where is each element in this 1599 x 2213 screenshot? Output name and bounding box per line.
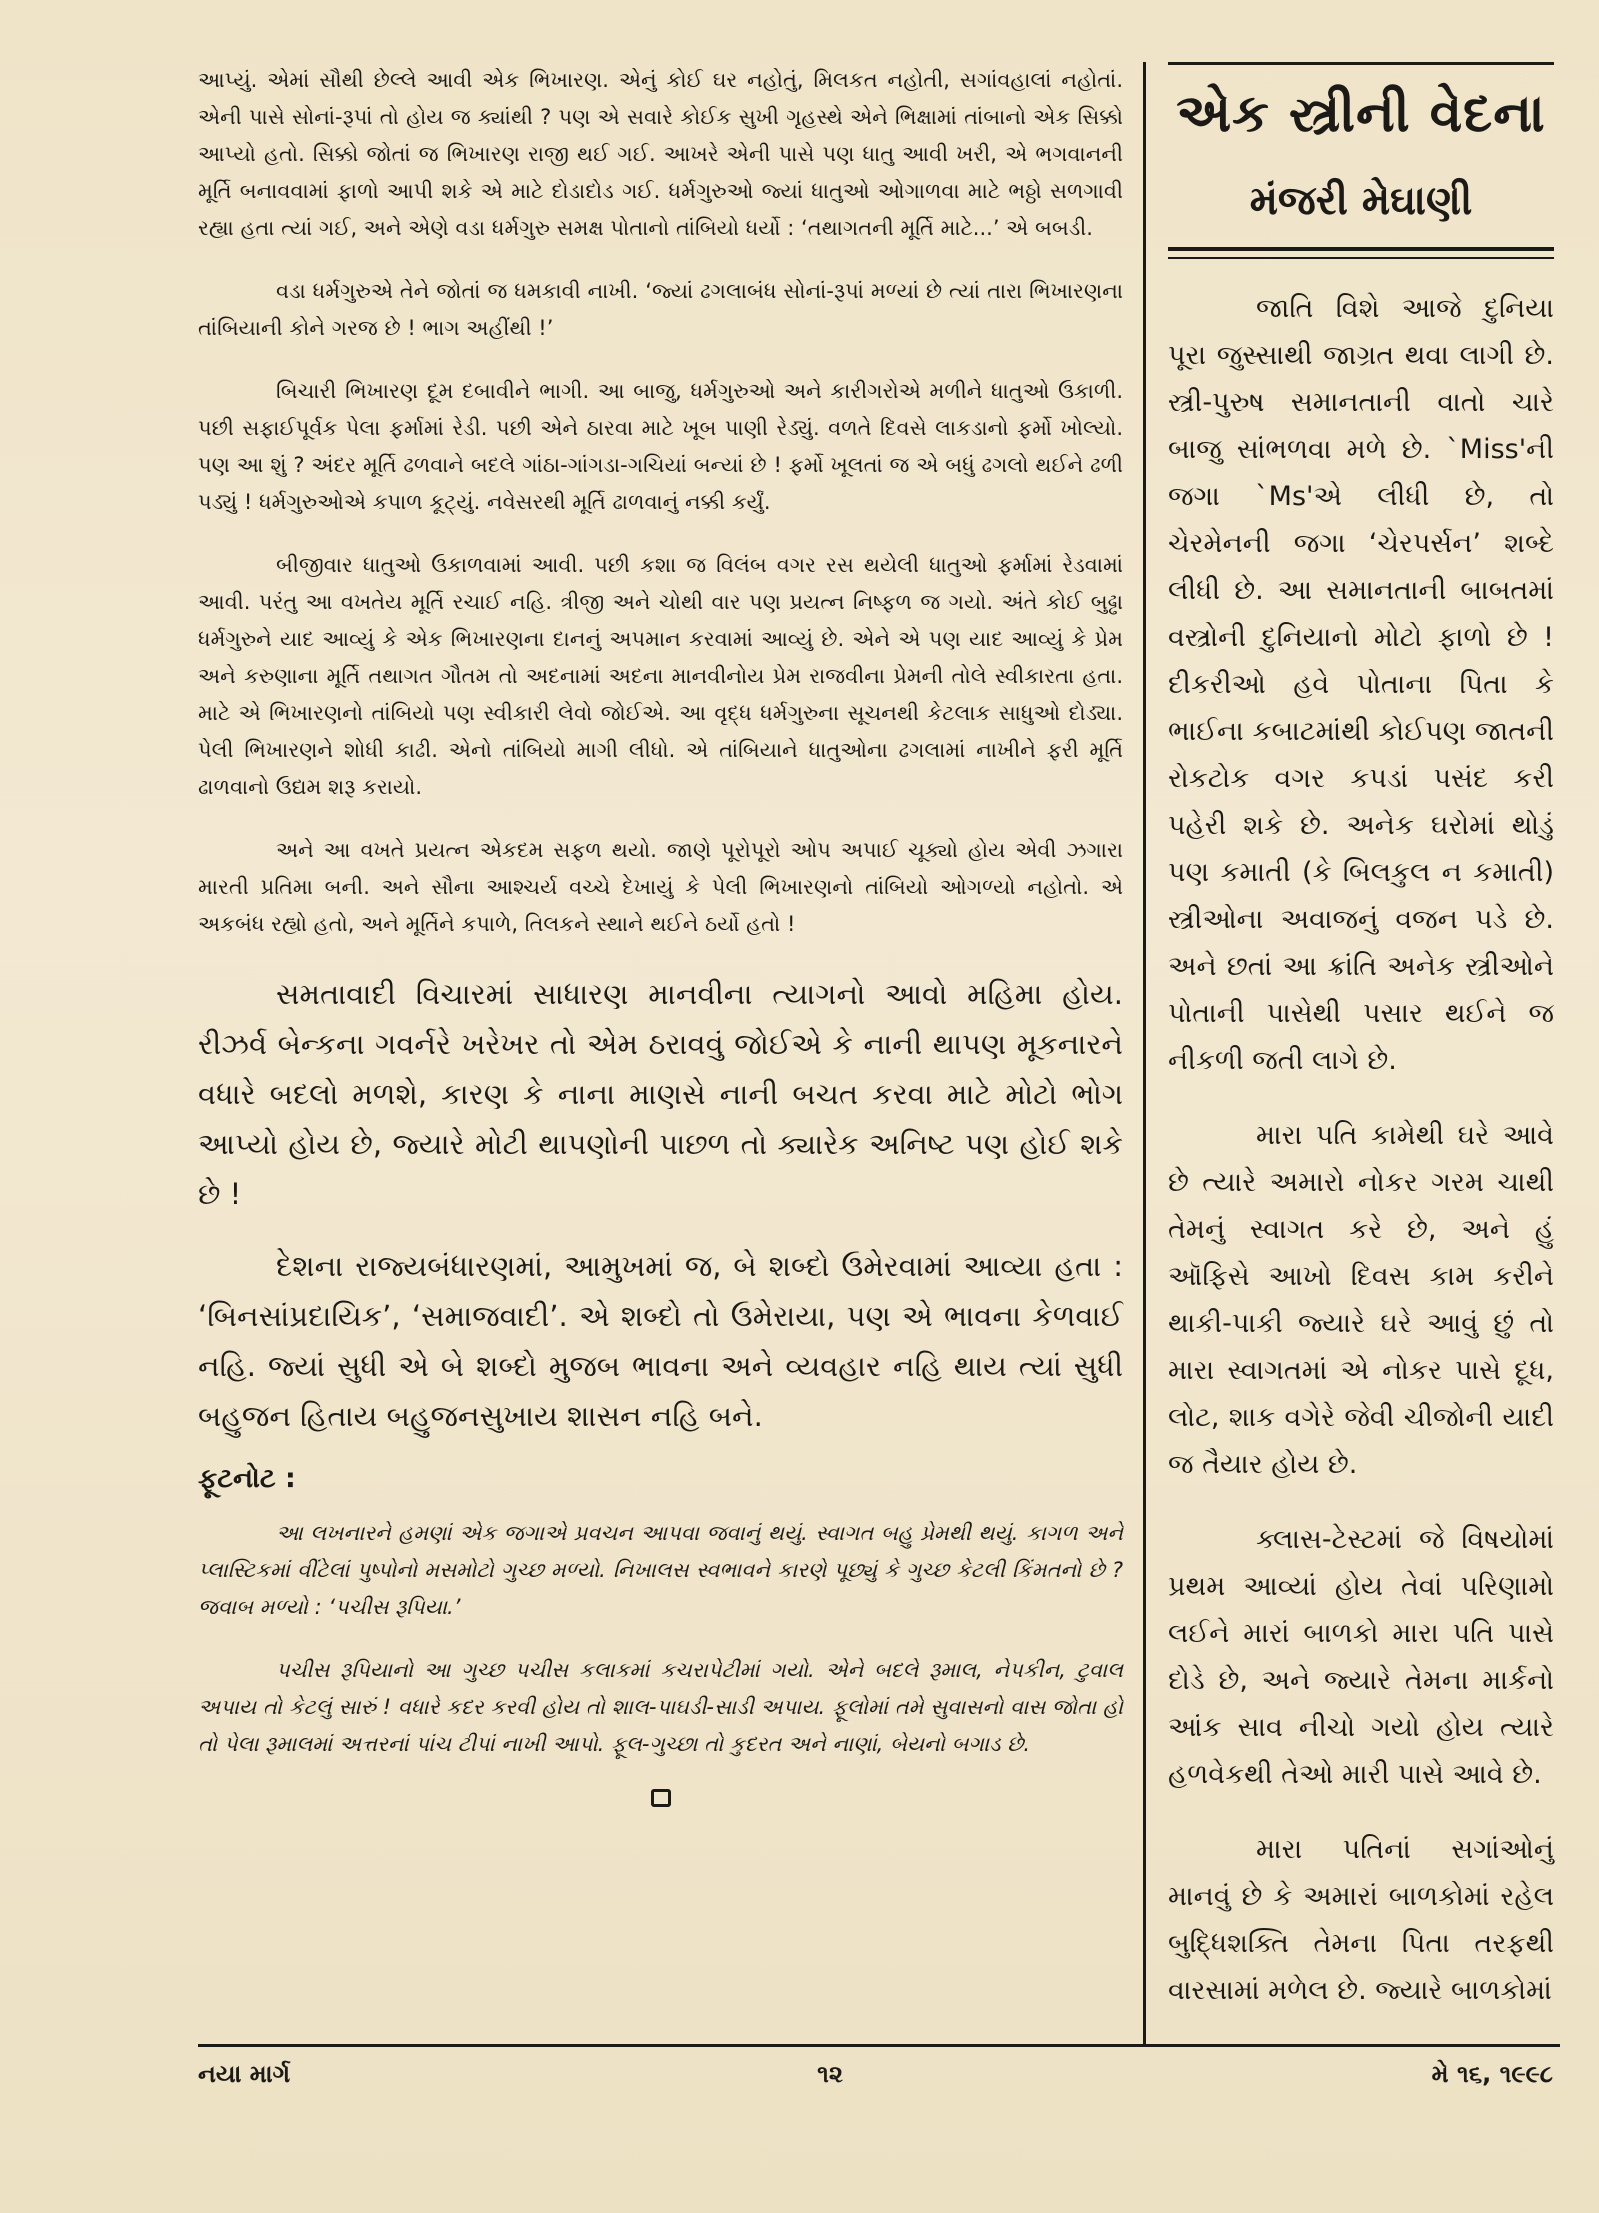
article-paragraph: મારા પતિનાં સગાંઓનું માનવું છે કે અમારાં બાળકોમાં રહેલ બુદ્ધિશક્તિ તેમના પિતા તરફથી વારસામાં મળેલ છે. જ્યારે બાળકોમાં (1168, 1834, 1554, 2006)
footnote-paragraph: પચીસ રૂપિયાનો આ ગુચ્છ પચીસ કલાકમાં કચરાપેટીમાં ગયો. એને બદલે રૂમાલ, નેપકીન, ટુવાલ અપાય તો કેટલું સારું ! વધારે કદર કરવી હોય તો શાલ-પાઘડી-સાડી અપાય. ફૂલોમાં તમે સુવાસનો વાસ જોતા હો તો પેલા રૂમાલમાં અત્તરનાં પાંચ ટીપાં નાખી આપો. ફૂલ-ગુચ્છા તો કુદરત અને નાણાં, બેયનો બગાડ છે. (198, 1658, 1123, 1756)
article-paragraph: મારા પતિ કામેથી ઘરે આવે છે ત્યારે અમારો નોકર ગરમ ચાથી તેમનું સ્વાગત કરે છે, અને હું ઑફિસે આખો દિવસ કામ કરીને થાકી-પાકી જ્યારે ઘરે આવું છું તો મારા સ્વાગતમાં એ નોકર પાસે દૂધ, લોટ, શાક વગેરે જેવી ચીજોની યાદી જ તૈયાર હોય છે. (1168, 1120, 1554, 1480)
title-rule (1168, 62, 1554, 65)
article-author: મંજરી મેઘાણી (1249, 178, 1473, 224)
footnote-heading: ફૂટનોટ : (198, 1463, 296, 1494)
right-column (1168, 62, 1554, 2042)
body-paragraph: અને આ વખતે પ્રયત્ન એકદમ સફળ થયો. જાણે પૂરોપૂરો ઓપ અપાઈ ચૂક્યો હોય એવી ઝગારા મારતી પ્રતિમા બની. અને સૌના આશ્ચર્ય વચ્ચે દેખાયું કે પેલી ભિખારણનો તાંબિયો ઓગળ્યો નહોતો. એ અકબંધ રહ્યો હતો, અને મૂર્તિને કપાળે, તિલકને સ્થાને થઈને ઠર્યો હતો ! (198, 838, 1123, 936)
body-paragraph-large: સમતાવાદી વિચારમાં સાધારણ માનવીના ત્યાગનો આવો મહિમા હોય. રીઝર્વ બેન્કના ગવર્નરે ખરેખર તો એમ ઠરાવવું જોઈએ કે નાની થાપણ મૂકનારને વધારે બદલો મળશે, કારણ કે નાના માણસે નાની બચત કરવા માટે મોટો ભોગ આપ્યો હોય છે, જ્યારે મોટી થાપણોની પાછળ તો ક્યારેક અનિષ્ટ પણ હોઈ શકે છે ! (198, 977, 1123, 1211)
column-divider (1143, 62, 1146, 2044)
footnote-paragraph: આ લખનારને હમણાં એક જગાએ પ્રવચન આપવા જવાનું થયું. સ્વાગત બહુ પ્રેમથી થયું. કાગળ અને પ્લાસ્ટિકમાં વીંટેલાં પુષ્પોનો મસમોટો ગુચ્છ મળ્યો. નિખાલસ સ્વભાવને કારણે પૂછ્યું કે ગુચ્છ કેટલી કિંમતનો છે ? જવાબ મળ્યો : ‘પચીસ રૂપિયા.’ (198, 1521, 1123, 1619)
footer-page-number: ૧૨ (817, 2060, 843, 2088)
end-mark-icon (651, 1789, 671, 1807)
author-rule-thin (1168, 257, 1554, 259)
body-paragraph-large: દેશના રાજ્યબંધારણમાં, આમુખમાં જ, બે શબ્દો ઉમેરવામાં આવ્યા હતા : ‘બિનસાંપ્રદાયિક’, ‘સમાજવાદી’. એ શબ્દો તો ઉમેરાયા, પણ એ ભાવના કેળવાઈ નહિ. જ્યાં સુધી એ બે શબ્દો મુજબ ભાવના અને વ્યવહાર નહિ થાય ત્યાં સુધી બહુજન હિતાય બહુજનસુખાય શાસન નહિ બને. (198, 1249, 1123, 1433)
left-column (198, 62, 1123, 1807)
author-rule-thick (1168, 247, 1554, 251)
footer-date: મે ૧૬, ૧૯૯૮ (1431, 2060, 1553, 2088)
body-paragraph: આપ્યું. એમાં સૌથી છેલ્લે આવી એક ભિખારણ. એનું કોઈ ઘર નહોતું, મિલકત નહોતી, સગાંવહાલાં નહોતાં. એની પાસે સોનાં-રૂપાં તો હોય જ ક્યાંથી ? પણ એ સવારે કોઈક સુખી ગૃહસ્થે એને ભિક્ષામાં તાંબાનો એક સિક્કો આપ્યો હતો. સિક્કો જોતાં જ ભિખારણ રાજી થઈ ગઈ. આખરે એની પાસે પણ ધાતુ આવી ખરી, એ ભગવાનની મૂર્તિ બનાવવામાં ફાળો આપી શકે એ માટે દોડાદોડ ગઈ. ધર્મગુરુઓ જ્યાં ધાતુઓ ઓગાળવા માટે ભઠ્ઠો સળગાવી રહ્યા હતા ત્યાં ગઈ, અને એણે વડા ધર્મગુરુ સમક્ષ પોતાનો તાંબિયો ધર્યો : ‘તથાગતની મૂર્તિ માટે...’ એ બબડી. (198, 68, 1123, 240)
article-paragraph: જાતિ વિશે આજે દુનિયા પૂરા જુસ્સાથી જાગ્રત થવા લાગી છે. સ્ત્રી-પુરુષ સમાનતાની વાતો ચારે બાજુ સાંભળવા મળે છે. `Miss'ની જગા `Ms'એ લીધી છે, તો ચેરમેનની જગા ‘ચેરપર્સન’ શબ્દે લીધી છે. આ સમાનતાની બાબતમાં વસ્ત્રોની દુનિયાનો મોટો ફાળો છે ! દીકરીઓ હવે પોતાના પિતા કે ભાઈના કબાટમાંથી કોઈપણ જાતની રોકટોક વગર કપડાં પસંદ કરી પહેરી શકે છે. અનેક ઘરોમાં થોડું પણ કમાતી (કે બિલકુલ ન કમાતી) સ્ત્રીઓના અવાજનું વજન પડે છે. અને છતાં આ ક્રાંતિ અનેક સ્ત્રીઓને પોતાની પાસેથી પસાર થઈને જ નીકળી જતી લાગે છે. (1168, 293, 1554, 1076)
footer-rule (198, 2044, 1560, 2047)
footer-magazine-name: નયા માર્ગ (198, 2060, 291, 2088)
body-paragraph: બીજીવાર ધાતુઓ ઉકાળવામાં આવી. પછી કશા જ વિલંબ વગર રસ થયેલી ધાતુઓ ફર્મામાં રેડવામાં આવી. પરંતુ આ વખતેય મૂર્તિ રચાઈ નહિ. ત્રીજી અને ચોથી વાર પણ પ્રયત્ન નિષ્ફળ જ ગયો. અંતે કોઈ બુઢ્ઢા ધર્મગુરુને યાદ આવ્યું કે એક ભિખારણના દાનનું અપમાન કરવામાં આવ્યું છે. એને એ પણ યાદ આવ્યું કે પ્રેમ અને કરુણાના મૂર્તિ તથાગત ગૌતમ તો અદનામાં અદના માનવીનોય પ્રેમ રાજવીના પ્રેમની તોલે સ્વીકારતા હતા. માટે એ ભિખારણનો તાંબિયો પણ સ્વીકારી લેવો જોઈએ. આ વૃદ્ધ ધર્મગુરુના સૂચનથી કેટલાક સાધુઓ દોડ્યા. પેલી ભિખારણને શોધી કાઢી. એનો તાંબિયો માગી લીધો. એ તાંબિયાને ધાતુઓના ઢગલામાં નાખીને ફરી મૂર્તિ ઢાળવાનો ઉદ્યમ શરૂ કરાયો. (198, 553, 1123, 799)
article-title: એક સ્ત્રીની વેદના (1176, 84, 1546, 144)
body-paragraph: વડા ધર્મગુરુએ તેને જોતાં જ ધમકાવી નાખી. ‘જ્યાં ઢગલાબંધ સોનાં-રૂપાં મળ્યાં છે ત્યાં તારા ભિખારણના તાંબિયાની કોને ગરજ છે ! ભાગ અહીંથી !’ (198, 279, 1123, 340)
article-paragraph: ક્લાસ-ટેસ્ટમાં જે વિષયોમાં પ્રથમ આવ્યાં હોય તેવાં પરિણામો લઈને મારાં બાળકો મારા પતિ પાસે દોડે છે, અને જ્યારે તેમના માર્કનો આંક સાવ નીચો ગયો હોય ત્યારે હળવેકથી તેઓ મારી પાસે આવે છે. (1168, 1524, 1554, 1790)
body-paragraph: બિચારી ભિખારણ દૂમ દબાવીને ભાગી. આ બાજુ, ધર્મગુરુઓ અને કારીગરોએ મળીને ધાતુઓ ઉકાળી. પછી સફાઈપૂર્વક પેલા ફર્મામાં રેડી. પછી એને ઠારવા માટે ખૂબ પાણી રેડ્યું. વળતે દિવસે લાકડાનો ફર્મો ખોલ્યો. પણ આ શું ? અંદર મૂર્તિ ઢળવાને બદલે ગાંઠા-ગાંગડા-ગચિયાં બન્યાં છે ! ફર્મો ખૂલતાં જ એ બધું ઢગલો થઈને ઢળી પડ્યું ! ધર્મગુરુઓએ કપાળ કૂટ્યું. નવેસરથી મૂર્તિ ઢાળવાનું નક્કી કર્યું. (198, 379, 1123, 514)
